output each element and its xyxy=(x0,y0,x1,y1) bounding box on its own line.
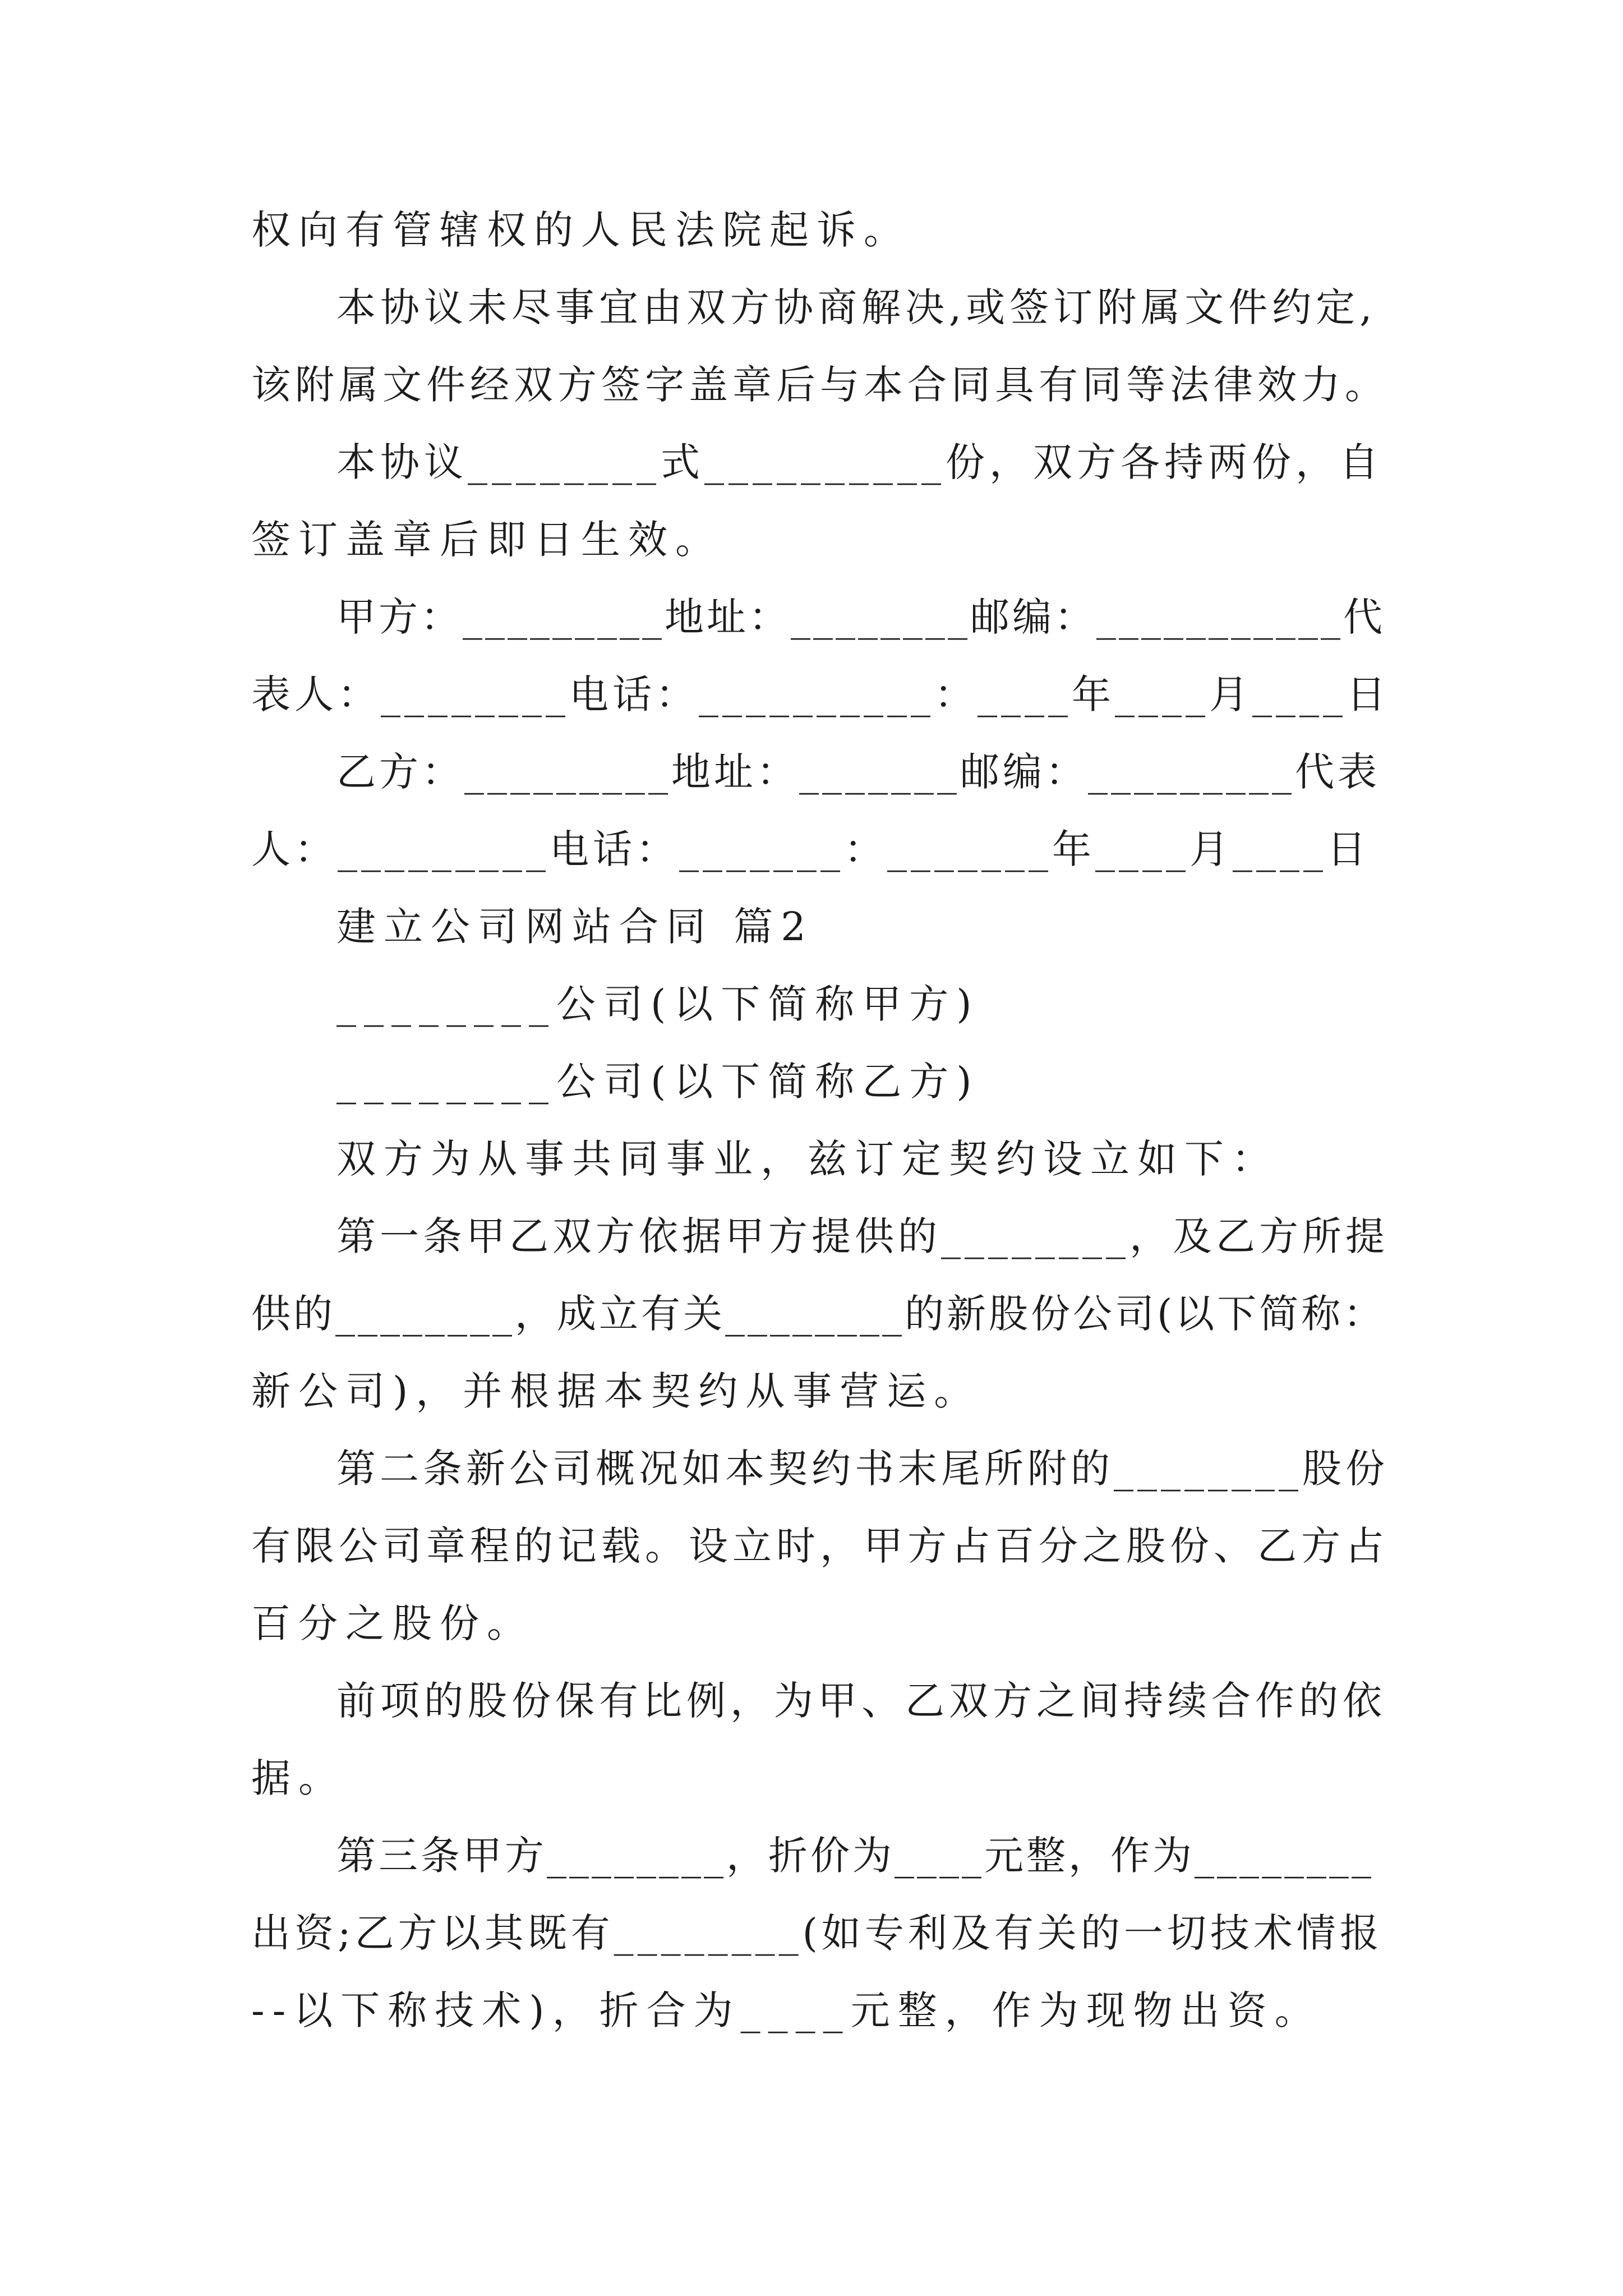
text-line: 甲方：_________地址：________邮编：___________代 xyxy=(336,594,1385,640)
text-line: 第二条新公司概况如本契约书末尾所附的________股份 xyxy=(336,1446,1389,1492)
text-line: 权向有管辖权的人民法院起诉。 xyxy=(251,207,911,253)
text-line: 有限公司章程的记载。设立时，甲方占百分之股份、乙方占 xyxy=(251,1523,1389,1569)
text-line: ________公司(以下简称乙方) xyxy=(336,1059,980,1105)
text-line: 新公司)，并根据本契约从事营运。 xyxy=(251,1368,981,1414)
text-line: 本协议未尽事宜由双方协商解决,或签订附属文件约定, xyxy=(336,284,1377,330)
text-line: 第三条甲方________，折价为____元整，作为________ xyxy=(336,1833,1374,1879)
text-line: 据。 xyxy=(251,1755,345,1801)
text-line: 签订盖章后即日生效。 xyxy=(251,517,722,563)
text-line: 乙方：_________地址：_______邮编：_________代表 xyxy=(336,749,1380,795)
text-line: 人：_________电话：_______：_______年____月____日 xyxy=(251,826,1370,872)
text-line: --以下称技术)，折合为____元整，作为现物出资。 xyxy=(251,1987,1322,2033)
text-line: 本协议________式__________份，双方各持两份，自 xyxy=(336,439,1383,485)
text-line: 双方为从事共同事业，兹订定契约设立如下： xyxy=(336,1136,1279,1182)
text-line: 该附属文件经双方签字盖章后与本合同具有同等法律效力。 xyxy=(251,362,1389,408)
text-line: 第一条甲乙双方依据甲方提供的________，及乙方所提 xyxy=(336,1213,1389,1259)
text-line: 表人：________电话：__________：____年____月____日 xyxy=(251,671,1390,717)
text-line: ________公司(以下简称甲方) xyxy=(336,981,980,1027)
section-heading: 建立公司网站合同 篇2 xyxy=(336,904,814,950)
text-line: 百分之股份。 xyxy=(251,1600,534,1646)
text-line: 前项的股份保有比例，为甲、乙双方之间持续合作的依 xyxy=(336,1678,1386,1724)
text-line: 出资;乙方以其既有________(如专利及有关的一切技术情报 xyxy=(251,1910,1383,1956)
text-line: 供的________，成立有关________的新股份公司(以下简称： xyxy=(251,1291,1386,1337)
